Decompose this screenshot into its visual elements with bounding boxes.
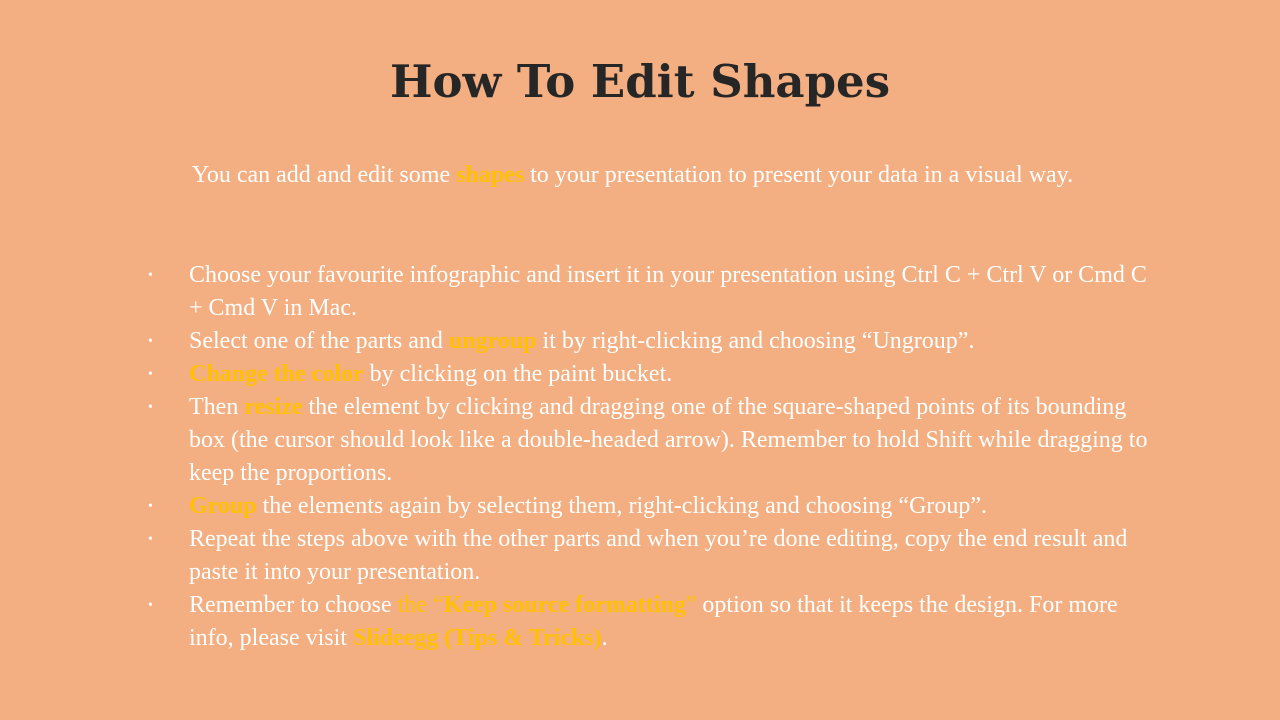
bullet-icon: • (148, 532, 153, 547)
bullet-icon: • (148, 367, 153, 382)
bullet-icon: • (148, 598, 153, 613)
bullet-icon: • (148, 400, 153, 415)
bullet-icon: • (148, 499, 153, 514)
list-item (148, 259, 1149, 325)
list-item (148, 589, 1149, 655)
step-highlight-change-color: Change the color (189, 361, 364, 387)
list-item (148, 490, 1149, 523)
list-item (148, 523, 1149, 589)
bullet-icon: • (148, 268, 153, 283)
step-text-after: the elements again by selecting them, right-clicking and choosing “Group”. (256, 493, 988, 519)
step-highlight-plain-close: ” (685, 592, 697, 618)
bullet-icon: • (148, 334, 153, 349)
intro-text-after: to your presentation to present your data in a visual way. (524, 162, 1074, 188)
step-highlight-resize: resize (244, 394, 303, 420)
list-item (148, 358, 1149, 391)
step-highlight-plain-open: the “ (397, 592, 444, 618)
step-text: Choose your favourite infographic and insert it in your presentation using Ctrl C + Ctrl V or Cmd C + Cmd V in Mac. (189, 262, 1147, 321)
step-text-after: the element by clicking and dragging one of the square-shaped points of its bounding box (the cursor should look like a double-headed arrow). Remember to hold Shift while dragging to keep the proportions. (189, 394, 1148, 486)
intro-text (0, 158, 1265, 192)
step-text-before: Then (189, 394, 245, 420)
steps-list (148, 259, 1149, 655)
step-highlight-keep-source-formatting: Keep source formatting (443, 592, 686, 618)
list-item (148, 325, 1149, 358)
slideegg-link[interactable]: Slideegg (Tips & Tricks) (352, 625, 602, 651)
step-highlight-ungroup: ungroup (448, 328, 537, 354)
intro-highlight-shapes: shapes (456, 162, 525, 188)
step-highlight-group: Group (189, 493, 257, 519)
step-text-middle: option so that it keeps the design. For more info, please visit (189, 592, 1118, 651)
step-text-after: it by right-clicking and choosing “Ungroup”. (536, 328, 975, 354)
list-item (148, 391, 1149, 490)
step-text-before: Remember to choose (189, 592, 398, 618)
step-text-before: Select one of the parts and (189, 328, 449, 354)
step-text: Repeat the steps above with the other parts and when you’re done editing, copy the end result and paste it into your presentation. (189, 526, 1128, 585)
step-text-after: by clicking on the paint bucket. (363, 361, 673, 387)
intro-text-before: You can add and edit some (191, 162, 457, 188)
step-text-after: . (601, 625, 608, 651)
slide-title: How To Edit Shapes (389, 55, 891, 108)
